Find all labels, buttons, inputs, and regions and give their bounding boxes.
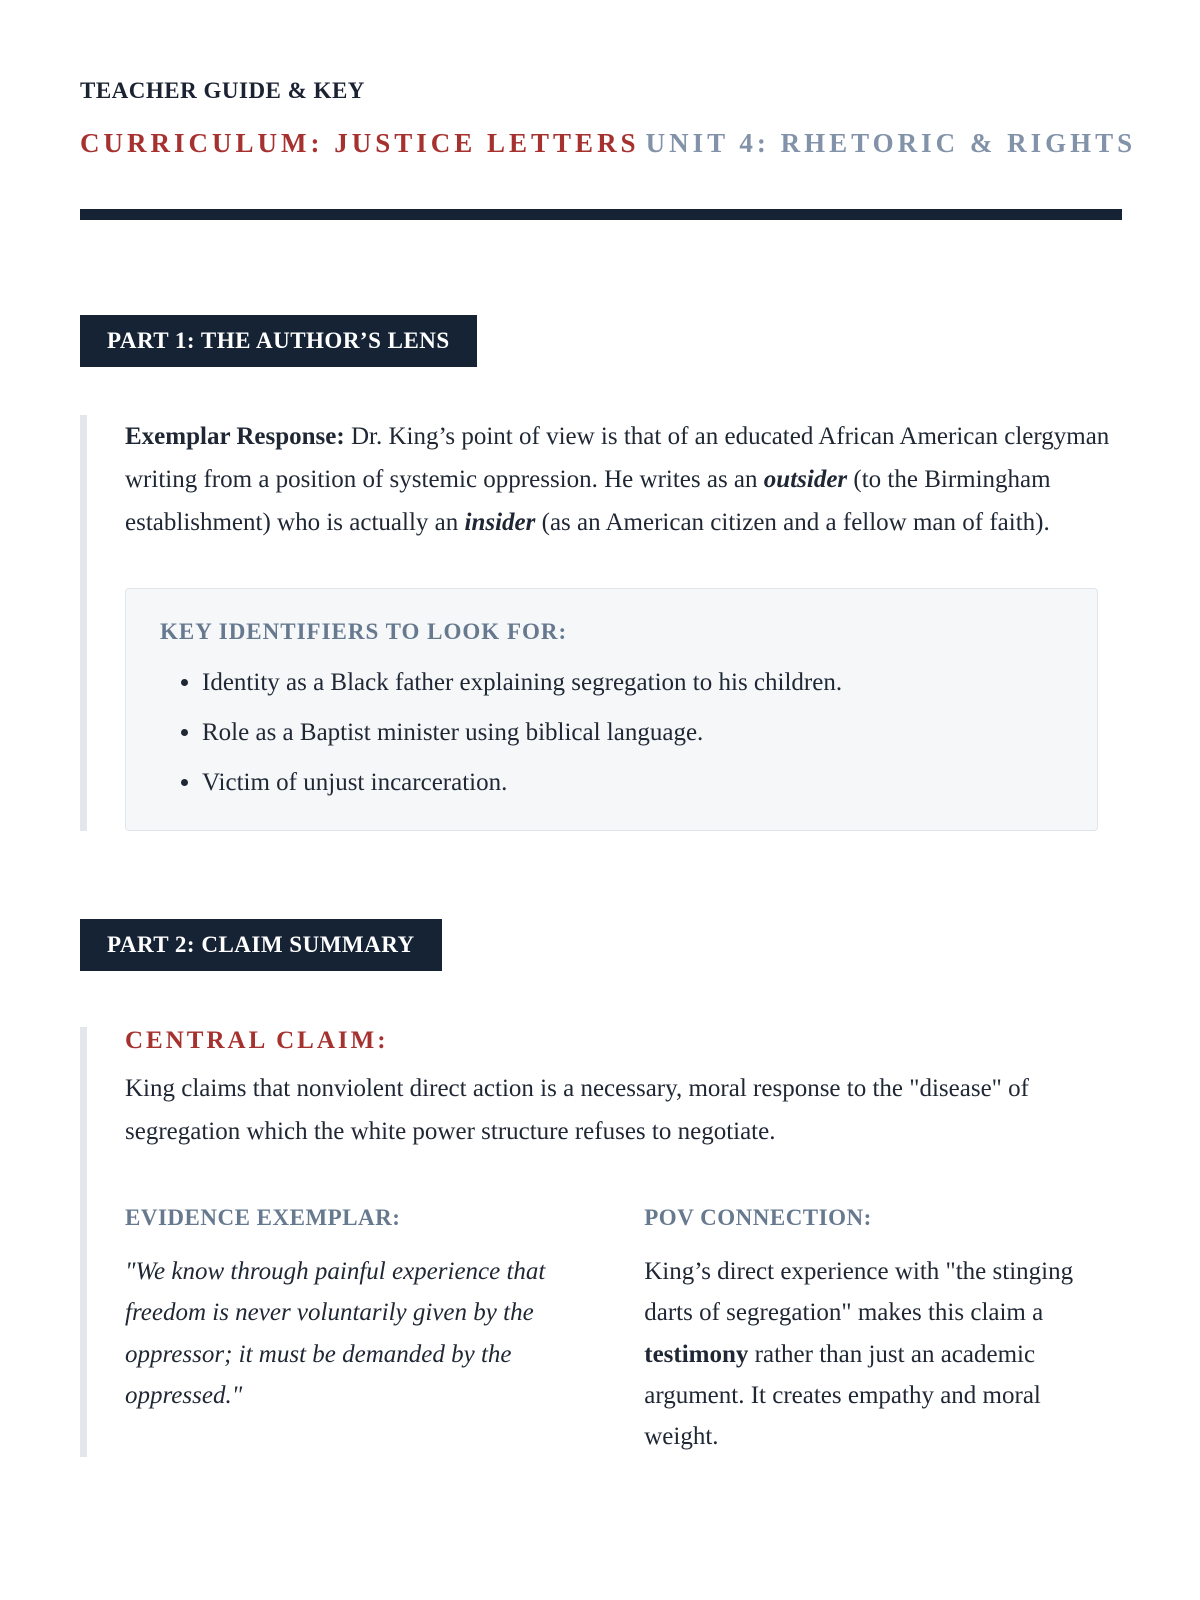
part2-badge: PART 2: CLAIM SUMMARY [80, 919, 442, 971]
pov-testimony-term: testimony [644, 1340, 749, 1368]
part1-section [80, 315, 1122, 831]
exemplar-text-c: (as an American citizen and a fellow man of faith). [535, 509, 1050, 536]
pov-text-a: King’s direct experience with "the stinging darts of segregation" makes this claim a [644, 1258, 1074, 1327]
central-claim-text: King claims that nonviolent direct action is a necessary, moral response to the "disease" of segregation which the white power structure refuses to negotiate. [125, 1075, 1029, 1145]
part2-section [80, 919, 1122, 1457]
exemplar-response-label: Exemplar Response: [125, 423, 345, 450]
central-claim-heading: CENTRAL CLAIM: [125, 1027, 389, 1054]
exemplar-text-b: (to the Birmingham establishment) who is actually an [125, 466, 1051, 536]
document-type-label: TEACHER GUIDE & KEY [80, 78, 365, 103]
evidence-exemplar-heading: EVIDENCE EXEMPLAR: [125, 1205, 401, 1230]
unit-title: UNIT 4: RHETORIC & RIGHTS [645, 128, 1137, 158]
key-identifiers-box [125, 588, 1098, 831]
pov-text-b: rather than just an academic argument. It creates empathy and moral weight. [644, 1340, 1041, 1450]
key-identifiers-title: KEY IDENTIFIERS TO LOOK FOR: [160, 619, 568, 644]
list-item: • Role as a Baptist minister using biblical language. [202, 715, 1063, 750]
exemplar-response-paragraph [125, 415, 1122, 544]
curriculum-title: CURRICULUM: JUSTICE LETTERS [80, 128, 640, 158]
pov-column [644, 1205, 1112, 1457]
evidence-pov-columns [125, 1205, 1122, 1457]
exemplar-outsider-term: outsider [763, 466, 848, 493]
part1-content-block [80, 415, 1122, 831]
pov-connection-text [644, 1251, 1112, 1457]
document-header [80, 78, 1137, 220]
document-title [80, 128, 1137, 159]
evidence-column [125, 1205, 566, 1457]
list-item: • Victim of unjust incarceration. [202, 765, 1063, 800]
part1-badge: PART 1: THE AUTHOR’S LENS [80, 315, 477, 367]
key-identifiers-list [160, 665, 1063, 800]
pov-connection-heading: POV CONNECTION: [644, 1205, 872, 1230]
part2-content-block [80, 1027, 1122, 1457]
exemplar-insider-term: insider [464, 509, 536, 536]
evidence-quote: "We know through painful experience that freedom is never voluntarily given by the oppressor; it must be demanded by the oppressed." [125, 1258, 546, 1409]
exemplar-text-a: Dr. King’s point of view is that of an educated African American clergyman writing from a position of systemic oppression. He writes as an [125, 423, 1110, 493]
header-divider [80, 209, 1122, 220]
list-item: • Identity as a Black father explaining segregation to his children. [202, 665, 1063, 700]
